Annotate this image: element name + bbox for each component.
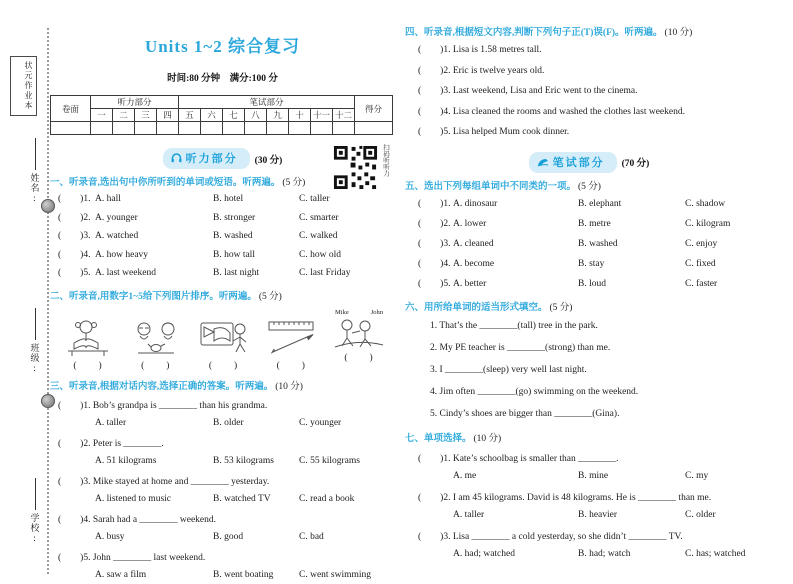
option-b: B. loud: [578, 278, 606, 289]
options-row: [453, 468, 773, 485]
option-c: C. my: [685, 470, 709, 481]
option-a: A. watched: [95, 231, 139, 241]
options-row: [453, 507, 773, 524]
section-5-score: (5 分): [578, 181, 601, 192]
score-entry-cell[interactable]: [267, 122, 289, 135]
score-table: [50, 95, 393, 135]
stem-text: Sarah had a ________ weekend.: [92, 514, 217, 525]
tf-row: [405, 40, 773, 61]
options-row: [453, 546, 773, 563]
section-5: [405, 180, 773, 294]
picture-label-mike: Mike: [335, 308, 349, 316]
option-b: B. had; watch: [578, 548, 631, 559]
exam-meta: 时间:80 分钟 满分:100 分: [167, 74, 278, 84]
option-c: C. faster: [685, 278, 718, 289]
picture-grandparents-drinking-tea: [128, 309, 184, 371]
score-entry-cell[interactable]: [201, 122, 223, 135]
option-c: C. kilogram: [685, 218, 731, 229]
class-blank-line[interactable]: [35, 308, 36, 340]
question-stem: [405, 490, 773, 507]
score-entry-cell[interactable]: [179, 122, 201, 135]
section-3-heading: 三、听录音,根据对话内容,选择正确的答案。听两遍。: [50, 381, 274, 392]
tf-row: [405, 81, 773, 102]
option-b: B. elephant: [578, 198, 622, 209]
choice-row: [405, 274, 773, 294]
section-6: [405, 301, 773, 425]
option-c: C. 55 kilograms: [299, 455, 360, 466]
score-entry-cell[interactable]: [245, 122, 267, 135]
question-stem: [50, 550, 395, 567]
choice-row: [405, 194, 773, 214]
answer-blank[interactable]: ( )3.: [58, 231, 91, 241]
score-col: 八: [245, 109, 267, 122]
option-b: B. older: [213, 417, 244, 428]
answer-blank[interactable]: ( )1.: [418, 453, 451, 464]
option-b: B. mine: [578, 470, 609, 481]
fill-in-blank-item[interactable]: 4. Jim often ________(go) swimming on the weekend.: [430, 386, 639, 397]
picture-order-blank[interactable]: ( ): [344, 352, 374, 363]
option-a: A. listened to music: [95, 493, 171, 504]
section-3: [50, 380, 395, 584]
score-entry-cell[interactable]: [135, 122, 157, 135]
class-label: 班级:: [29, 343, 40, 374]
option-a: A. hall: [95, 194, 121, 204]
option-b: B. watched TV: [213, 493, 271, 504]
score-col: 十: [289, 109, 311, 122]
tf-row: [405, 61, 773, 82]
score-col-juanmian: 卷面: [51, 96, 91, 122]
tf-text: Last weekend, Lisa and Eric went to the cinema.: [452, 86, 638, 96]
option-a: A. become: [453, 258, 495, 269]
section-4-heading: 四、听录音,根据短文内容,判断下列句子正(T)误(F)。听两遍。: [405, 28, 663, 38]
option-c: C. enjoy: [685, 238, 718, 249]
score-col: 四: [157, 109, 179, 122]
option-b: B. heavier: [578, 509, 618, 520]
answer-blank[interactable]: ( )1.: [418, 198, 451, 209]
score-col-defen: 得分: [355, 96, 393, 122]
option-a: A. taller: [95, 417, 127, 428]
picture-order-blank[interactable]: ( ): [208, 360, 239, 371]
section-4-score: (10 分): [664, 28, 693, 38]
option-b: B. 53 kilograms: [213, 455, 274, 466]
answer-blank[interactable]: ( )3.: [58, 476, 91, 487]
section-1-heading: 一、听录音,选出句中你所听到的单词或短语。听两遍。: [50, 178, 281, 188]
option-a: A. lower: [453, 218, 487, 229]
stem-text: Kate’s schoolbag is smaller than ________.: [452, 453, 619, 464]
answer-blank[interactable]: ( )5.: [58, 268, 91, 278]
writing-banner-score: (70 分): [621, 159, 650, 169]
option-c: C. taller: [299, 194, 330, 204]
answer-blank[interactable]: ( )3.: [418, 238, 451, 249]
stem-text: Lisa ________ a cold yesterday, so she didn’t ________ TV.: [452, 531, 683, 542]
choice-row: [50, 227, 395, 246]
stem-text: Peter is ________.: [92, 438, 164, 449]
picture-ruler-and-pencil: [263, 309, 319, 371]
score-col: 三: [135, 109, 157, 122]
option-c: C. shadow: [685, 198, 726, 209]
choice-row: [405, 214, 773, 234]
options-row: [95, 567, 395, 584]
qr-caption: 扫码听听力: [382, 144, 389, 177]
score-entry-cell[interactable]: [333, 122, 355, 135]
score-entry-cell[interactable]: [223, 122, 245, 135]
question-stem: [405, 451, 773, 468]
option-a: A. last weekend: [95, 268, 156, 278]
choice-row: [405, 234, 773, 254]
option-a: A. busy: [95, 531, 125, 542]
qr-code-icon: [332, 144, 379, 191]
options-row: [95, 453, 395, 470]
tf-text: Lisa cleaned the rooms and washed the clothes last weekend.: [452, 106, 685, 117]
option-c: C. walked: [299, 231, 338, 241]
answer-blank[interactable]: ( )2.: [58, 438, 91, 449]
section-6-score: (5 分): [549, 302, 573, 313]
fill-in-blank-item[interactable]: 1. That’s the ________(tall) tree in the park.: [430, 320, 598, 331]
question-stem: [50, 436, 395, 453]
student-school-field[interactable]: [22, 478, 48, 544]
section-2-heading: 二、听录音,用数字1~5给下列图片排序。听两遍。: [50, 291, 257, 302]
score-entry-cell[interactable]: [91, 122, 113, 135]
picture-order-blank[interactable]: ( ): [276, 360, 306, 371]
section-7: [405, 432, 773, 563]
answer-blank[interactable]: ( )2.: [418, 218, 451, 229]
options-row: [95, 415, 395, 432]
score-group-listening: 听力部分: [91, 96, 179, 109]
picture-girl-reading-book: [60, 309, 116, 371]
tf-text: Lisa helped Mum cook dinner.: [452, 127, 570, 137]
section-1: [50, 176, 395, 283]
score-col: 七: [223, 109, 245, 122]
student-name-field[interactable]: [22, 138, 48, 204]
option-b: B. stay: [578, 258, 605, 269]
question-stem: [50, 512, 395, 529]
option-c: C. bad: [299, 531, 324, 542]
option-b: B. metre: [578, 218, 611, 229]
picture-order-blank[interactable]: ( ): [141, 360, 171, 371]
answer-blank[interactable]: ( )2.: [58, 212, 91, 223]
option-b: B. washed: [213, 231, 253, 241]
option-a: A. better: [453, 278, 487, 289]
student-class-field[interactable]: [22, 308, 48, 374]
picture-boys-playing: [331, 309, 387, 371]
section-7-score: (10 分): [473, 433, 502, 444]
fill-in-blank-item[interactable]: 3. I ________(sleep) very well last night.: [430, 364, 587, 375]
score-entry-cell[interactable]: [51, 122, 91, 135]
score-entry-cell[interactable]: [157, 122, 179, 135]
choice-row: [405, 254, 773, 274]
section-5-heading: 五、选出下列每组单词中不同类的一项。: [405, 181, 577, 192]
answer-blank[interactable]: ( )4.: [58, 514, 91, 525]
writing-banner-label: 笔试部分: [552, 156, 605, 169]
answer-blank[interactable]: ( )5.: [418, 127, 451, 137]
name-label: 姓名:: [29, 173, 40, 204]
answer-blank[interactable]: ( )2.: [418, 492, 451, 503]
listening-banner-label: 听力部分: [185, 153, 238, 165]
school-blank-line[interactable]: [35, 478, 36, 510]
score-entry-cell[interactable]: [355, 122, 393, 135]
answer-blank[interactable]: ( )1.: [58, 194, 91, 204]
score-col: 十一: [311, 109, 333, 122]
answer-blank[interactable]: ( )2.: [418, 65, 451, 76]
option-a: A. me: [453, 470, 477, 481]
question-stem: [50, 474, 395, 491]
choice-row: [50, 246, 395, 265]
score-col: 二: [113, 109, 135, 122]
option-c: C. fixed: [685, 258, 716, 269]
workbook-series-label: 状元作业本: [10, 56, 37, 116]
options-row: [95, 491, 395, 508]
answer-blank[interactable]: ( )4.: [58, 249, 91, 260]
option-a: A. how heavy: [95, 249, 149, 260]
writing-banner: [529, 152, 617, 173]
section-1-score: (5 分): [282, 178, 306, 188]
section-2-score: (5 分): [258, 291, 282, 302]
score-col: 十二: [333, 109, 355, 122]
option-b: B. good: [213, 531, 244, 542]
score-entry-cell[interactable]: [113, 122, 135, 135]
option-c: C. went swimming: [299, 569, 372, 580]
fill-in-blank-item[interactable]: 2. My PE teacher is ________(strong) than me.: [430, 342, 611, 353]
option-c: C. read a book: [299, 493, 355, 504]
options-row: [95, 529, 395, 546]
school-label: 学校:: [29, 513, 40, 544]
choice-row: [50, 209, 395, 228]
option-a: A. saw a film: [95, 569, 147, 580]
picture-order-blank[interactable]: ( ): [73, 360, 103, 371]
answer-blank[interactable]: ( )3.: [418, 86, 451, 96]
picture-label-john: John: [370, 308, 383, 316]
option-b: B. went boating: [213, 569, 274, 580]
option-b: B. hotel: [213, 194, 244, 204]
section-4: [405, 26, 773, 143]
option-a: A. 51 kilograms: [95, 455, 157, 466]
score-col: 九: [267, 109, 289, 122]
option-b: B. washed: [578, 238, 618, 249]
option-a: A. had; watched: [453, 548, 515, 559]
option-c: C. has; watched: [685, 548, 746, 559]
picture-boy-making-bed: [196, 309, 252, 371]
option-b: B. stronger: [213, 212, 256, 223]
option-a: A. taller: [453, 509, 485, 520]
question-stem: [405, 529, 773, 546]
stem-text: I am 45 kilograms. David is 48 kilograms. He is ________ than me.: [452, 492, 712, 503]
option-c: C. last Friday: [299, 268, 351, 278]
tf-text: Eric is twelve years old.: [452, 65, 545, 76]
answer-blank[interactable]: ( )4.: [418, 258, 451, 269]
tf-row: [405, 122, 773, 143]
option-b: B. last night: [213, 268, 260, 278]
answer-blank[interactable]: ( )3.: [418, 531, 451, 542]
stem-text: Bob’s grandpa is ________ than his grandma.: [92, 400, 268, 411]
score-entry-cell[interactable]: [289, 122, 311, 135]
score-col: 六: [201, 109, 223, 122]
stem-text: John ________ last weekend.: [92, 552, 206, 563]
name-blank-line[interactable]: [35, 138, 36, 170]
section-6-heading: 六、用所给单词的适当形式填空。: [405, 302, 548, 313]
tf-row: [405, 102, 773, 123]
section-2: [50, 290, 395, 371]
page-right: [405, 18, 773, 563]
fill-in-blank-item[interactable]: 5. Cindy’s shoes are bigger than ________(Gina).: [430, 408, 620, 419]
section-3-score: (10 分): [275, 381, 303, 392]
score-entry-cell[interactable]: [311, 122, 333, 135]
listening-banner-score: (30 分): [254, 155, 283, 166]
option-a: A. cleaned: [453, 238, 494, 249]
option-c: C. younger: [299, 417, 342, 428]
choice-row: [50, 190, 395, 209]
answer-blank[interactable]: ( )5.: [418, 278, 451, 289]
choice-row: [50, 264, 395, 283]
answer-blank[interactable]: ( )1.: [418, 45, 451, 55]
headphones-icon: [171, 153, 182, 163]
stem-text: Mike stayed at home and ________ yesterday.: [92, 476, 270, 487]
answer-blank[interactable]: ( )1.: [58, 400, 91, 411]
listening-banner: [163, 148, 250, 169]
option-a: A. younger: [95, 212, 138, 223]
score-col: 五: [179, 109, 201, 122]
page-title: Units 1~2 综合复习: [144, 37, 301, 56]
tf-text: Lisa is 1.58 metres tall.: [452, 45, 542, 55]
option-c: C. smarter: [299, 212, 339, 223]
score-col: 一: [91, 109, 113, 122]
page-left: [50, 18, 395, 584]
section-7-heading: 七、单项选择。: [405, 433, 472, 444]
pen-icon: [537, 157, 549, 167]
answer-blank[interactable]: ( )4.: [418, 106, 451, 117]
question-stem: [50, 398, 395, 415]
option-a: A. dinosaur: [453, 198, 498, 209]
option-c: C. older: [685, 509, 716, 520]
score-group-writing: 笔试部分: [179, 96, 355, 109]
answer-blank[interactable]: ( )5.: [58, 552, 91, 563]
option-b: B. how tall: [213, 249, 255, 260]
option-c: C. how old: [299, 249, 341, 260]
